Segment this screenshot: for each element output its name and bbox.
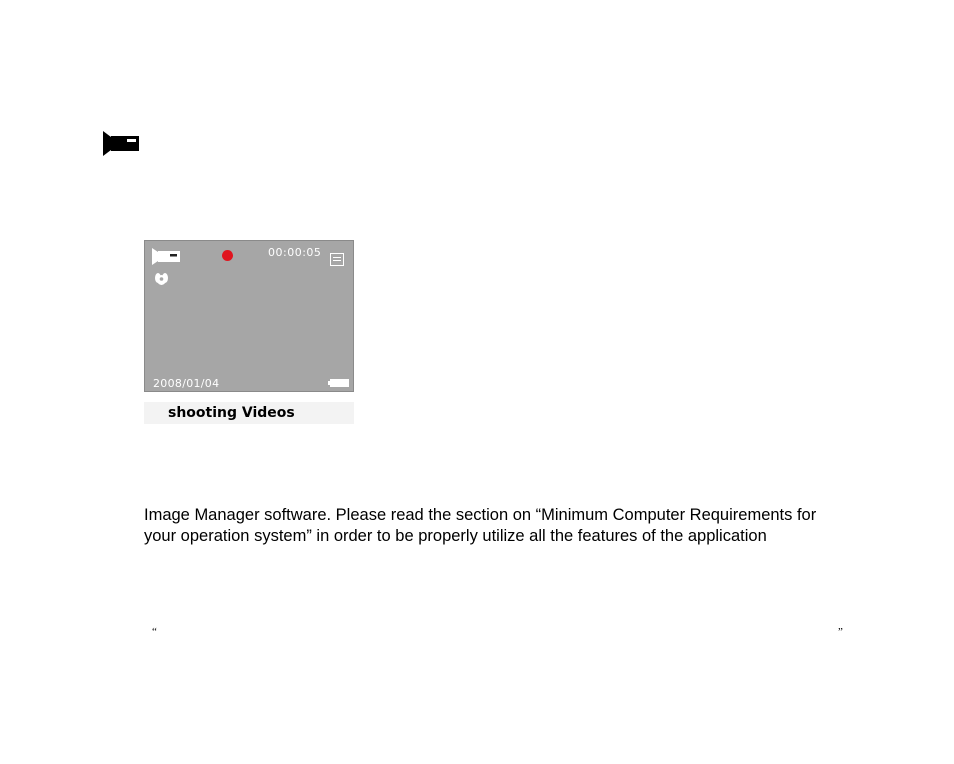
battery-icon: [328, 379, 349, 387]
open-quote-mark: “: [152, 626, 157, 638]
screen-date: 2008/01/04: [153, 377, 220, 390]
close-quote-mark: ”: [838, 626, 843, 638]
macro-flower-icon: [154, 272, 169, 287]
camera-lcd-screen: [144, 240, 354, 392]
video-camera-icon: [103, 131, 139, 156]
body-line: your operation system” in order to be properly utilize all the features of the application: [144, 527, 767, 545]
figure-caption: shooting Videos: [168, 405, 295, 421]
memory-card-icon: [330, 253, 344, 266]
video-camera-icon: [152, 248, 180, 265]
body-line: Image Manager software. Please read the section on “Minimum Computer Requirements for: [144, 506, 817, 524]
record-dot-icon: [222, 250, 233, 261]
body-paragraph: [144, 505, 904, 547]
recording-timer: 00:00:05: [268, 246, 322, 259]
